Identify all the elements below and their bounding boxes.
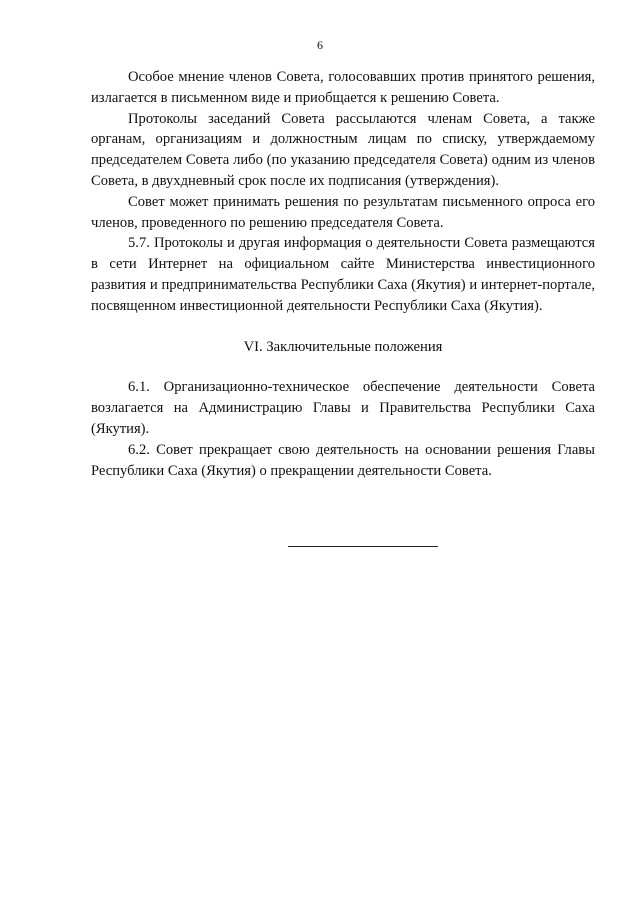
section-heading: VI. Заключительные положения	[243, 338, 443, 355]
paragraph-6-2: 6.2. Совет прекращает свою деятельность на основании решения Главы Республики Саха (Якутия) о прекращении деятельности Совета.	[91, 441, 595, 479]
document-body	[91, 67, 595, 481]
paragraph-dissenting-opinion: Особое мнение членов Совета, голосовавших против принятого решения, излагается в письменном виде и приобщается к решению Совета.	[91, 69, 595, 106]
paragraph-5-7: 5.7. Протоколы и другая информация о деятельности Совета размещаются в сети Интернет на официальном сайте Министерства инвестиционного развития и предпринимательства Республики Саха (Якутия) и интернет-портале, посвященном инвестиционной деятельности Республики Саха (Якутия).	[91, 235, 595, 314]
paragraph-protocol-distribution: Протоколы заседаний Совета рассылаются членам Совета, а также органам, организациям и должностным лицам по списку, утверждаемому председателем Совета либо (по указанию председателя Совета) одним из членов Совета, в двухдневный срок после их подписания (утверждения).	[91, 110, 595, 189]
paragraph-6-1: 6.1. Организационно-техническое обеспечение деятельности Совета возлагается на Администрацию Главы и Правительства Республики Саха (Якутия).	[91, 379, 595, 437]
page-number: 6	[317, 38, 323, 52]
paragraph-written-poll: Совет может принимать решения по результатам письменного опроса его членов, проведенного по решению председателя Совета.	[91, 193, 595, 231]
closing-divider-line	[288, 546, 438, 547]
